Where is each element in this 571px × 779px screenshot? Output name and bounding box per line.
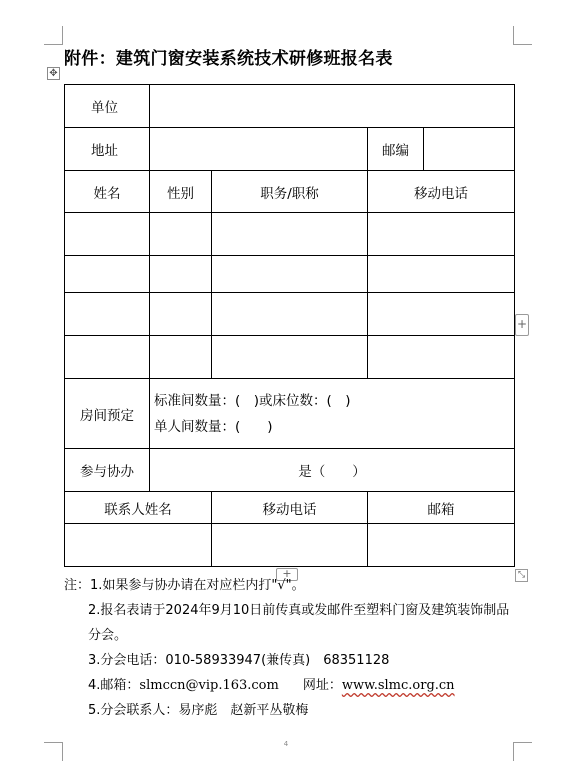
postcode-field[interactable] — [424, 128, 515, 171]
room-standard-line: 标准间数量：( )或床位数：( ) — [154, 392, 351, 409]
contact-mobile-cell[interactable] — [212, 524, 368, 567]
website-address[interactable]: www.slmc.org.cn — [341, 678, 455, 693]
position-cell[interactable] — [212, 256, 368, 293]
assist-label: 参与协办 — [65, 449, 150, 492]
position-cell[interactable] — [212, 213, 368, 256]
unit-row — [65, 85, 515, 128]
attendee-row — [65, 336, 515, 379]
mobile-cell[interactable] — [368, 293, 515, 336]
table-move-handle[interactable] — [47, 67, 60, 80]
crop-mark-bottom-left — [44, 742, 63, 761]
room-single-line: 单人间数量：( ) — [154, 418, 273, 435]
address-label: 地址 — [65, 128, 150, 171]
note-2: 2.报名表请于2024年9月10日前传真或发邮件至塑料门窗及建筑装饰制品分会。 — [88, 603, 510, 643]
plus-icon: + — [282, 567, 292, 580]
note-3 — [64, 648, 516, 673]
attendee-header-row — [65, 171, 515, 213]
crop-mark-top-right — [513, 26, 532, 45]
note-5: 5.分会联系人：易序彪 赵新平丛敬梅 — [88, 703, 309, 718]
position-header: 职务/职称 — [212, 171, 368, 213]
mobile-cell[interactable] — [368, 336, 515, 379]
note-3-prefix: 3.分会电话： — [88, 653, 166, 668]
contact-email-header: 邮箱 — [368, 492, 515, 524]
room-options[interactable] — [150, 379, 515, 449]
email-prefix: 4.邮箱： — [88, 678, 140, 693]
page-number: 4 — [283, 740, 289, 748]
attendee-row — [65, 293, 515, 336]
name-cell[interactable] — [65, 336, 150, 379]
contact-mobile-header: 移动电话 — [212, 492, 368, 524]
mobile-header: 移动电话 — [368, 171, 515, 213]
gender-cell[interactable] — [150, 213, 212, 256]
assist-value[interactable]: 是（ ） — [150, 449, 515, 492]
address-field[interactable] — [150, 128, 368, 171]
contact-row — [65, 524, 515, 567]
note-4 — [64, 673, 516, 698]
move-arrows-icon: ✥ — [49, 68, 58, 79]
mobile-cell[interactable] — [368, 256, 515, 293]
postcode-label: 邮编 — [368, 128, 424, 171]
notes-section — [64, 573, 516, 723]
phone-numbers: 010-58933947(兼传真) 68351128 — [165, 653, 390, 668]
contact-name-header: 联系人姓名 — [65, 492, 212, 524]
add-column-handle[interactable] — [515, 314, 529, 336]
position-cell[interactable] — [212, 293, 368, 336]
gender-cell[interactable] — [150, 293, 212, 336]
contact-email-cell[interactable] — [368, 524, 515, 567]
name-cell[interactable] — [65, 213, 150, 256]
crop-mark-top-left — [44, 26, 63, 45]
attendee-row — [65, 256, 515, 293]
gender-header: 性别 — [150, 171, 212, 213]
diagonal-resize-icon: ⤡ — [517, 570, 526, 580]
address-row — [65, 128, 515, 171]
crop-mark-bottom-right — [513, 742, 532, 761]
document-title: 附件：建筑门窗安装系统技术研修班报名表 — [64, 49, 393, 69]
email-address[interactable]: slmccn@vip.163.com — [139, 678, 279, 693]
position-cell[interactable] — [212, 336, 368, 379]
registration-table — [64, 84, 515, 567]
room-label: 房间预定 — [65, 379, 150, 449]
contact-header-row — [65, 492, 515, 524]
unit-label: 单位 — [65, 85, 150, 128]
mobile-cell[interactable] — [368, 213, 515, 256]
table-resize-handle[interactable] — [515, 569, 528, 582]
note-1: 注：1.如果参与协办请在对应栏内打"√"。 — [64, 578, 305, 593]
gender-cell[interactable] — [150, 336, 212, 379]
room-row — [65, 379, 515, 449]
unit-field[interactable] — [150, 85, 515, 128]
name-cell[interactable] — [65, 256, 150, 293]
contact-name-cell[interactable] — [65, 524, 212, 567]
gender-cell[interactable] — [150, 256, 212, 293]
name-header: 姓名 — [65, 171, 150, 213]
name-cell[interactable] — [65, 293, 150, 336]
website-prefix: 网址： — [302, 678, 342, 693]
plus-icon: + — [516, 317, 528, 331]
assist-row — [65, 449, 515, 492]
attendee-row — [65, 213, 515, 256]
